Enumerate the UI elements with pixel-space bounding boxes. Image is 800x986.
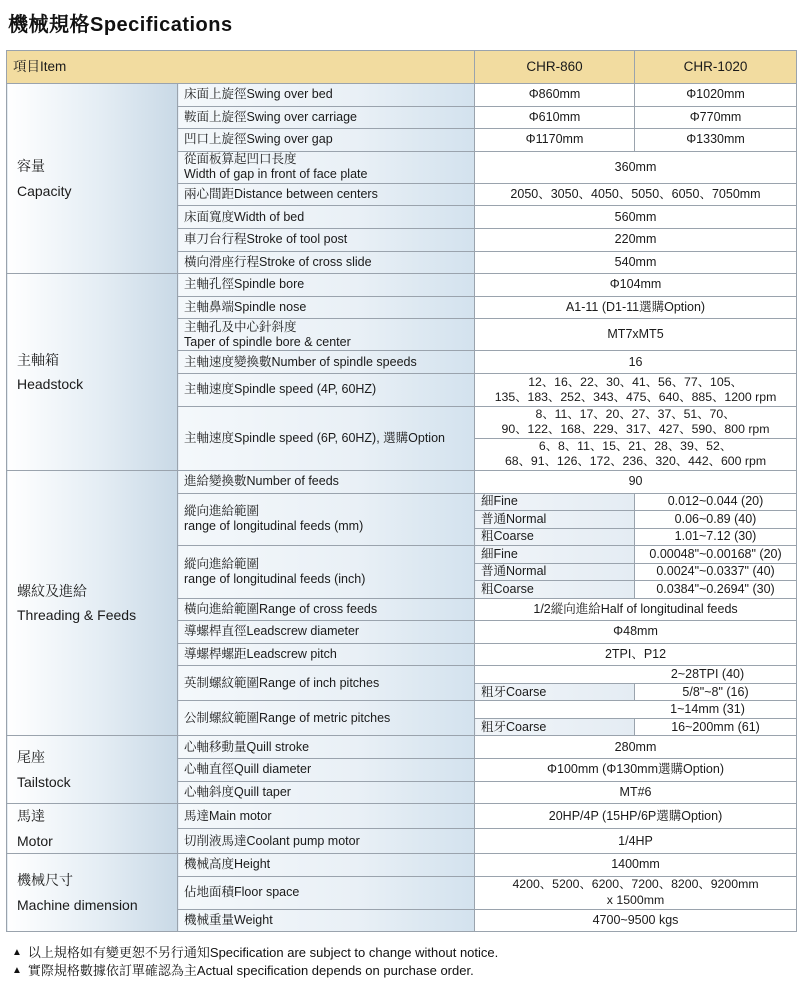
row-label: 兩心間距Distance between centers — [178, 183, 475, 206]
value-shared: A1-11 (D1-11選購Option) — [475, 296, 797, 319]
row-label-line-2: Taper of spindle bore & center — [184, 334, 351, 349]
row-label: 床面上旋徑Swing over bed — [178, 84, 475, 107]
row-label: 心軸斜度Quill taper — [178, 781, 475, 804]
row-label: 心軸直徑Quill diameter — [178, 758, 475, 781]
table-row — [7, 84, 797, 107]
sub-label: 粗Coarse — [475, 581, 635, 599]
value-shared: 90 — [475, 470, 797, 493]
row-label: 床面寬度Width of bed — [178, 206, 475, 229]
note-text: 實際規格數據依訂單確認為主Actual specification depends on purchase order. — [27, 963, 474, 978]
row-label-line-1: 主軸孔及中心針斜度 — [184, 319, 297, 334]
triangle-icon: ▲ — [12, 965, 22, 976]
value-shared: 1400mm — [475, 854, 797, 877]
row-label: 導螺桿直徑Leadscrew diameter — [178, 621, 475, 644]
note-text: 以上規格如有變更恕不另行通知Specification are subject to change without notice. — [27, 945, 499, 960]
header-model-chr-1020: CHR-1020 — [635, 51, 797, 84]
row-label: 主軸速度Spindle speed (4P, 60HZ) — [178, 373, 475, 406]
sub-value: 1.01~7.12 (30) — [635, 528, 797, 546]
row-label-line-2: range of longitudinal feeds (mm) — [184, 519, 364, 534]
value-shared — [475, 438, 797, 470]
row-label-line-1: 從面板算起凹口長度 — [184, 152, 297, 167]
category-name-cn: 螺紋及進給 — [17, 582, 87, 599]
sub-value: 0.0024"~0.0337" (40) — [635, 563, 797, 581]
sub-label: 粗牙Coarse — [475, 683, 635, 701]
sub-label: 粗牙Coarse — [475, 718, 635, 736]
category-name-cn: 馬達 — [17, 808, 45, 825]
category-name-cn: 主軸箱 — [17, 351, 59, 368]
row-label — [178, 151, 475, 183]
value-line-1: 1~14mm (31) — [475, 701, 797, 719]
value-chr-860: Φ1170mm — [475, 129, 635, 152]
row-label: 橫向進給範圍Range of cross feeds — [178, 598, 475, 621]
sub-value: 0.00048"~0.00168" (20) — [635, 546, 797, 564]
sub-label: 普通Normal — [475, 563, 635, 581]
table-row — [7, 470, 797, 493]
value-line-4: 68、91、126、172、236、320、442、600 rpm — [504, 454, 767, 469]
value-shared: 560mm — [475, 206, 797, 229]
value-chr-860: Φ610mm — [475, 106, 635, 129]
row-label: 英制螺紋範圍Range of inch pitches — [178, 666, 475, 701]
category-name-en: Motor — [17, 832, 53, 849]
category-name-en: Threading & Feeds — [17, 607, 137, 624]
row-label: 心軸移動量Quill stroke — [178, 736, 475, 759]
category-threading — [7, 470, 178, 735]
category-name-en: Machine dimension — [17, 896, 138, 913]
row-label — [178, 493, 475, 546]
category-name-cn: 尾座 — [17, 749, 45, 766]
category-tailstock — [7, 736, 178, 804]
row-label: 車刀台行程Stroke of tool post — [178, 228, 475, 251]
category-capacity — [7, 84, 178, 274]
table-row — [7, 854, 797, 877]
value-chr-1020: Φ1020mm — [635, 84, 797, 107]
row-label-line-1: 縱向進給範圍 — [184, 556, 260, 571]
value-shared: 360mm — [475, 151, 797, 183]
row-label: 機械高度Height — [178, 854, 475, 877]
value-shared: 1/2縱向進給Half of longitudinal feeds — [475, 598, 797, 621]
value-shared: Φ100mm (Φ130mm選購Option) — [475, 758, 797, 781]
value-shared: MT#6 — [475, 781, 797, 804]
value-chr-1020: Φ1330mm — [635, 129, 797, 152]
table-row — [7, 274, 797, 297]
value-shared: 16 — [475, 351, 797, 374]
value-line-2: 135、183、252、343、475、640、885、1200 rpm — [494, 389, 777, 404]
value-shared: Φ104mm — [475, 274, 797, 297]
row-label: 切削液馬達Coolant pump motor — [178, 829, 475, 854]
row-label-line-2: Width of gap in front of face plate — [184, 167, 368, 182]
value-shared: 1/4HP — [475, 829, 797, 854]
value-shared — [475, 406, 797, 438]
row-label-line-2: range of longitudinal feeds (inch) — [184, 571, 366, 586]
sub-label: 普通Normal — [475, 511, 635, 529]
value-shared — [475, 876, 797, 909]
row-label: 導螺桿螺距Leadscrew pitch — [178, 643, 475, 666]
value-shared: MT7xMT5 — [475, 319, 797, 351]
specifications-table — [6, 50, 797, 932]
page-title: 機械規格Specifications — [8, 14, 233, 36]
value-shared: 2TPI、P12 — [475, 643, 797, 666]
notes — [12, 944, 498, 980]
value-line-1: 2~28TPI (40) — [475, 666, 797, 684]
value-line-2: 90、122、168、229、317、427、590、800 rpm — [501, 422, 770, 437]
row-label: 主軸孔徑Spindle bore — [178, 274, 475, 297]
row-label: 主軸速度Spindle speed (6P, 60HZ), 選購Option — [178, 406, 475, 470]
value-line-1: 4200、5200、6200、7200、8200、9200mm — [512, 877, 759, 892]
row-label: 公制螺紋範圍Range of metric pitches — [178, 701, 475, 736]
value-chr-860: Φ860mm — [475, 84, 635, 107]
value-line-1: 12、16、22、30、41、56、77、105、 — [528, 374, 743, 389]
value-shared: 540mm — [475, 251, 797, 274]
value-line-2: x 1500mm — [606, 892, 665, 907]
sub-value: 0.06~0.89 (40) — [635, 511, 797, 529]
sub-value: 5/8"~8" (16) — [635, 683, 797, 701]
row-label: 主軸速度變換數Number of spindle speeds — [178, 351, 475, 374]
sub-value: 0.0384"~0.2694" (30) — [635, 581, 797, 599]
row-label: 進給變換數Number of feeds — [178, 470, 475, 493]
value-shared: 2050、3050、4050、5050、6050、7050mm — [475, 183, 797, 206]
header-row — [7, 51, 797, 84]
category-name-cn: 容量 — [17, 158, 45, 175]
sub-value: 0.012~0.044 (20) — [635, 493, 797, 511]
category-name-en: Capacity — [17, 182, 72, 199]
note-item — [12, 962, 498, 980]
category-headstock — [7, 274, 178, 471]
sub-value: 16~200mm (61) — [635, 718, 797, 736]
row-label: 機械重量Weight — [178, 909, 475, 932]
sub-label: 細Fine — [475, 493, 635, 511]
category-name-cn: 機械尺寸 — [17, 872, 73, 889]
value-line-1: 8、11、17、20、27、37、51、70、 — [535, 407, 736, 422]
value-shared: 20HP/4P (15HP/6P選購Option) — [475, 804, 797, 829]
row-label: 主軸鼻端Spindle nose — [178, 296, 475, 319]
value-chr-1020: Φ770mm — [635, 106, 797, 129]
row-label: 橫向滑座行程Stroke of cross slide — [178, 251, 475, 274]
table-row — [7, 804, 797, 829]
value-line-3: 6、8、11、15、21、28、39、52、 — [538, 439, 733, 454]
value-shared: 220mm — [475, 228, 797, 251]
table-row — [7, 736, 797, 759]
header-item: 項目Item — [7, 51, 475, 84]
row-label — [178, 319, 475, 351]
value-shared: 4700~9500 kgs — [475, 909, 797, 932]
row-label: 佔地面積Floor space — [178, 876, 475, 909]
row-label — [178, 546, 475, 599]
triangle-icon: ▲ — [12, 947, 22, 958]
note-item — [12, 944, 498, 962]
row-label: 凹口上旋徑Swing over gap — [178, 129, 475, 152]
category-motor — [7, 804, 178, 854]
value-shared — [475, 373, 797, 406]
category-name-en: Tailstock — [17, 773, 71, 790]
value-shared: Φ48mm — [475, 621, 797, 644]
header-model-chr-860: CHR-860 — [475, 51, 635, 84]
sub-label: 細Fine — [475, 546, 635, 564]
value-shared: 280mm — [475, 736, 797, 759]
category-dimension — [7, 854, 178, 932]
row-label-line-1: 縱向進給範圍 — [184, 504, 260, 519]
category-name-en: Headstock — [17, 376, 84, 393]
row-label: 馬達Main motor — [178, 804, 475, 829]
row-label: 鞍面上旋徑Swing over carriage — [178, 106, 475, 129]
sub-label: 粗Coarse — [475, 528, 635, 546]
